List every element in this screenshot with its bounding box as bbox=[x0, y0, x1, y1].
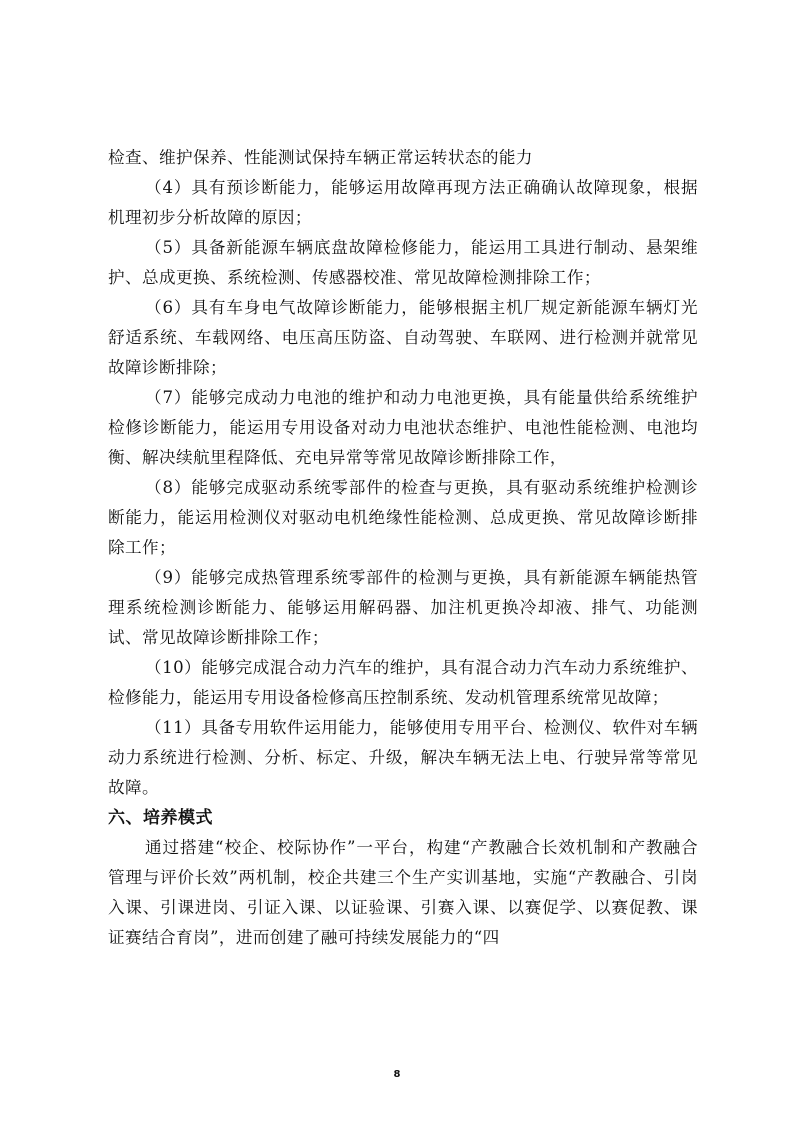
paragraph-item-5: （5）具备新能源车辆底盘故障检修能力，能运用工具进行制动、悬架维护、总成更换、系统检测、传感器校准、常见故障检测排除工作； bbox=[108, 238, 698, 287]
section-paragraph: 通过搭建“校企、校际协作”一平台，构建“产教融合长效机制和产教融合管理与评价长效”两机制，校企共建三个生产实训基地，实施“产教融合、引岗入课、引课进岗、引证入课、以证验课、引赛入课、以赛促学、以赛促教、课证赛结合育岗”，进而创建了融可持续发展能力的“四 bbox=[108, 838, 698, 947]
paragraph-item-9: （9）能够完成热管理系统零部件的检测与更换，具有新能源车辆能热管理系统检测诊断能力、能够运用解码器、加注机更换冷却液、排气、功能测试、常见故障诊断排除工作； bbox=[108, 568, 698, 647]
paragraph-item-11: （11）具备专用软件运用能力，能够使用专用平台、检测仪、软件对车辆动力系统进行检测、分析、标定、升级，解决车辆无法上电、行驶异常等常见故障。 bbox=[108, 718, 698, 797]
paragraph-item-10: （10）能够完成混合动力汽车的维护，具有混合动力汽车动力系统维护、检修能力，能运用专用设备检修高压控制系统、发动机管理系统常见故障； bbox=[108, 658, 698, 707]
paragraph-item-6: （6）具有车身电气故障诊断能力，能够根据主机厂规定新能源车辆灯光舒适系统、车载网络、电压高压防盗、自动驾驶、车联网、进行检测并就常见故障诊断排除； bbox=[108, 298, 698, 377]
page-number: 8 bbox=[393, 1069, 401, 1080]
paragraph-item-7: （7）能够完成动力电池的维护和动力电池更换，具有能量供给系统维护检修诊断能力，能运用专用设备对动力电池状态维护、电池性能检测、电池均衡、解决续航里程降低、充电异常等常见故障诊断排除工作， bbox=[108, 388, 698, 467]
document-body bbox=[108, 143, 698, 953]
paragraph-item-4: （4）具有预诊断能力，能够运用故障再现方法正确确认故障现象，根据机理初步分析故障的原因； bbox=[108, 178, 698, 227]
paragraph-continuation: 检查、维护保养、性能测试保持车辆正常运转状态的能力 bbox=[108, 148, 533, 167]
paragraph-item-8: （8）能够完成驱动系统零部件的检查与更换，具有驱动系统维护检测诊断能力，能运用检测仪对驱动电机绝缘性能检测、总成更换、常见故障诊断排除工作； bbox=[108, 478, 698, 557]
section-heading: 六、培养模式 bbox=[108, 808, 213, 828]
